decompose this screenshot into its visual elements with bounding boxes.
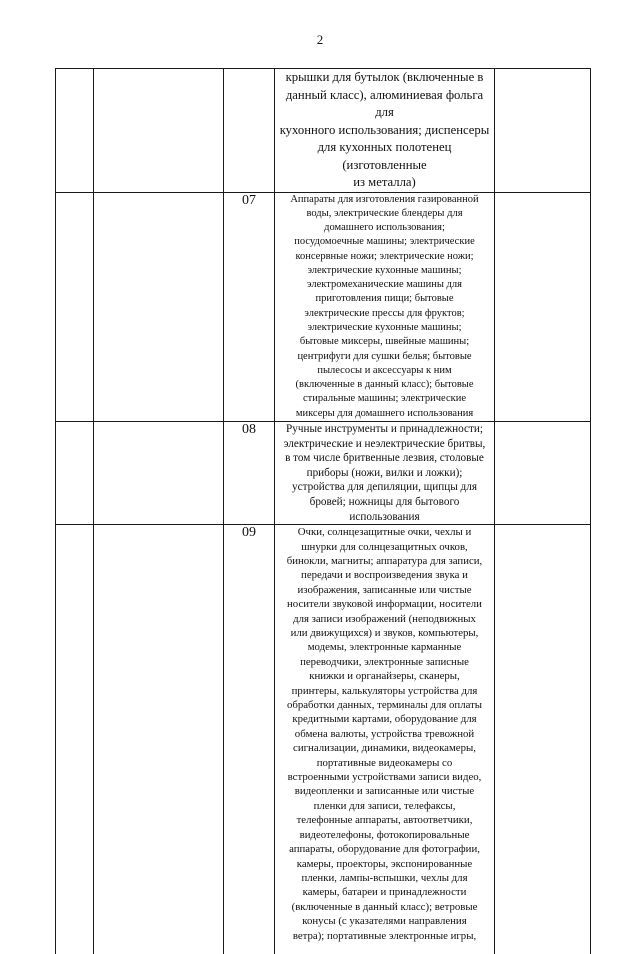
empty-cell — [56, 192, 94, 422]
class-description — [275, 192, 495, 422]
table-row — [56, 192, 591, 422]
table-row — [56, 525, 591, 954]
description-line: для записи изображений (неподвижных — [293, 612, 476, 625]
description-line: консервные ножи; электрические ножи; — [295, 250, 474, 262]
description-line: приборы (ножи, вилки и ложки); — [306, 466, 463, 479]
class-description — [275, 422, 495, 525]
class-description — [275, 525, 495, 954]
table-row — [56, 69, 591, 193]
description-line: электрические кухонные машины; — [307, 264, 462, 276]
class-code: 07 — [224, 192, 275, 422]
description-line: ветра); портативные электронные игры, — [292, 929, 477, 942]
description-line: обработки данных, терминалы для оплаты — [286, 699, 483, 712]
description-line: носители звуковой информации, носители — [287, 598, 482, 611]
description-line: переводчики, электронные записные — [300, 655, 469, 668]
description-line: книжки и органайзеры, сканеры, — [309, 670, 460, 683]
description-line: использования — [349, 510, 420, 523]
description-line: устройства для депиляции, щипцы для — [292, 481, 477, 494]
description-line: центрифуги для сушки белья; бытовые — [297, 350, 472, 362]
empty-cell — [94, 525, 224, 954]
empty-cell — [56, 525, 94, 954]
description-line: Аппараты для изготовления газированной — [290, 193, 479, 205]
description-line: камеры, батареи и принадлежности — [302, 886, 467, 899]
description-line: приготовления пищи; бытовые — [315, 293, 454, 305]
description-line: стиральные машины; электрические — [302, 393, 467, 405]
class-code — [224, 69, 275, 193]
empty-cell — [94, 69, 224, 193]
description-line: телефонные аппараты, автоответчики, — [296, 814, 473, 827]
empty-cell — [56, 69, 94, 193]
class-description — [275, 69, 495, 193]
description-line: (включенные в данный класс); ветровые — [291, 900, 478, 913]
description-line: Ручные инструменты и принадлежности; — [286, 423, 483, 435]
description-line: пленки, лампы-вспышки, чехлы для — [301, 871, 468, 884]
description-line: встроенными устройствами записи видео, — [287, 771, 482, 784]
description-line: сигнализации, динамики, видеокамеры, — [293, 742, 476, 755]
description-line: принтеры, калькуляторы устройства для — [291, 684, 478, 697]
description-line: Очки, солнцезащитные очки, чехлы и — [297, 526, 472, 539]
description-line: изображения, записанные или чистые — [297, 583, 472, 596]
description-line: в том числе бритвенные лезвия, столовые — [285, 452, 484, 465]
description-line: данный класс), алюминиевая фольга для — [285, 87, 484, 119]
description-line: передачи и воспроизведения звука и — [301, 569, 468, 582]
empty-cell — [56, 422, 94, 525]
empty-cell — [495, 422, 591, 525]
description-line: посудомоечные машины; электрические — [294, 236, 475, 248]
description-line: бытовые миксеры, швейные машины; — [299, 336, 470, 348]
description-line: крышки для бутылок (включенные в — [285, 70, 484, 84]
description-line: электромеханические машины для — [307, 279, 462, 291]
empty-cell — [495, 192, 591, 422]
empty-cell — [94, 192, 224, 422]
description-line: электрические и неэлектрические бритвы, — [283, 437, 486, 450]
description-line: пылесосы и аксессуары к ним — [317, 364, 452, 376]
description-line: из металла) — [353, 175, 416, 189]
description-line: конусы (с указателями направления — [302, 915, 467, 928]
description-line: электрические кухонные машины; — [307, 322, 462, 334]
description-line: или движущихся) и звуков, компьютеры, — [290, 627, 479, 639]
description-line: пленки для записи, телефаксы, — [313, 799, 456, 812]
description-line: портативные видеокамеры со — [316, 756, 453, 769]
page-number: 2 — [316, 32, 324, 47]
description-line: видеотелефоны, фотокопировальные — [299, 828, 470, 841]
description-line: камеры, проекторы, экспонированные — [296, 857, 473, 870]
description-line: воды, электрические блендеры для — [306, 207, 463, 219]
table-row — [56, 422, 591, 525]
description-line: кредитными картами, оборудование для — [292, 713, 477, 726]
classification-table — [55, 68, 591, 954]
description-line: бинокли, магниты; аппаратура для записи, — [286, 554, 483, 567]
class-code: 09 — [224, 525, 275, 954]
description-line: видеопленки и записанные или чистые — [294, 785, 475, 798]
empty-cell — [94, 422, 224, 525]
description-line: обмена валюты, устройства тревожной — [294, 727, 475, 740]
description-line: миксеры для домашнего использования — [295, 407, 474, 419]
description-line: (включенные в данный класс); бытовые — [295, 379, 474, 391]
class-code: 08 — [224, 422, 275, 525]
description-line: аппараты, оборудование для фотографии, — [289, 843, 480, 856]
description-line: модемы, электронные карманные — [307, 641, 462, 654]
description-line: бровей; ножницы для бытового — [309, 495, 460, 508]
description-line: домашнего использования; — [324, 222, 445, 234]
description-line: шнурки для солнцезащитных очков, — [301, 540, 468, 553]
empty-cell — [495, 525, 591, 954]
description-line: для кухонных полотенец (изготовленные — [317, 140, 452, 172]
description-line: электрические прессы для фруктов; — [304, 307, 465, 319]
empty-cell — [495, 69, 591, 193]
description-line: кухонного использования; диспенсеры — [279, 122, 490, 137]
